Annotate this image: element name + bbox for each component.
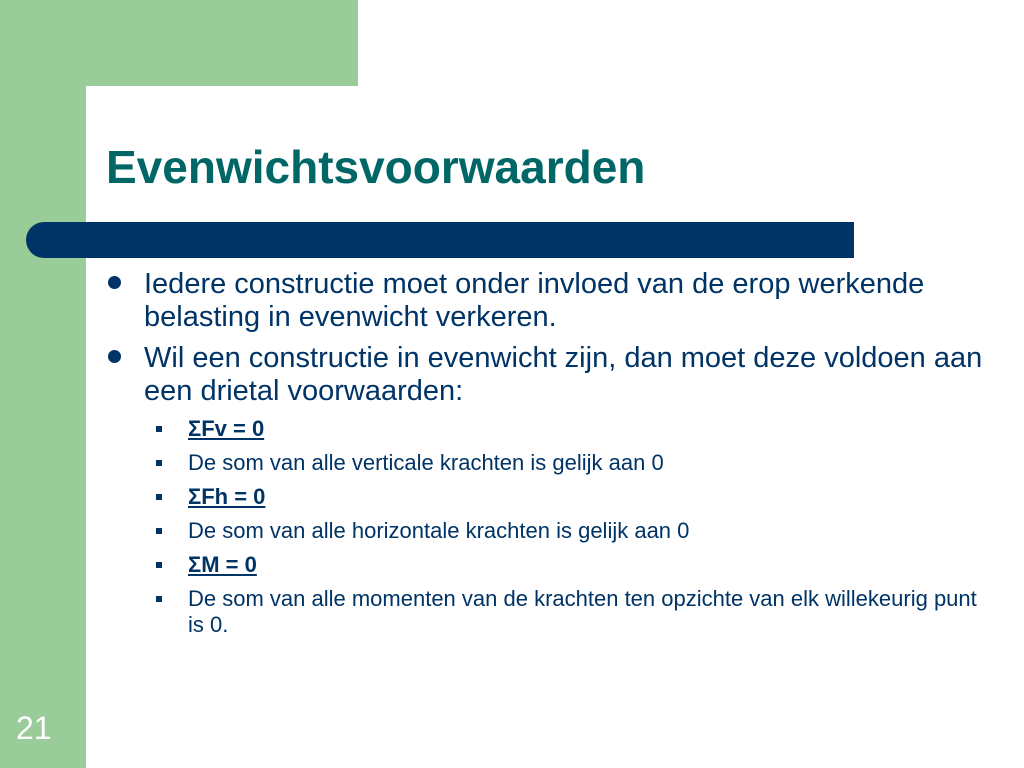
bullet-item	[106, 342, 986, 408]
square-bullet-icon	[156, 426, 162, 432]
sub-bullet-item	[106, 518, 986, 544]
square-bullet-icon	[156, 596, 162, 602]
top-accent-band	[0, 0, 358, 86]
formula-link-sum-m[interactable]: ΣM = 0	[188, 552, 257, 577]
slide-content	[106, 268, 986, 646]
sub-bullet-item	[106, 416, 986, 442]
sub-bullet-list	[106, 416, 986, 638]
sub-bullet-item	[106, 586, 986, 638]
formula-link-sum-fh[interactable]: ΣFh = 0	[188, 484, 266, 509]
bullet-text: Wil een constructie in evenwicht zijn, dan moet deze voldoen aan een drietal voorwaarden:	[144, 342, 983, 407]
sub-bullet-item	[106, 450, 986, 476]
bullet-item	[106, 268, 986, 334]
sub-bullet-item	[106, 484, 986, 510]
left-accent-band	[0, 0, 86, 768]
slide-number: 21	[16, 710, 52, 746]
square-bullet-icon	[156, 562, 162, 568]
bullet-text: Iedere constructie moet onder invloed van de erop werkende belasting in evenwicht verkeren.	[144, 268, 925, 333]
slide-title: Evenwichtsvoorwaarden	[106, 141, 646, 193]
title-underline-bar	[26, 222, 854, 258]
square-bullet-icon	[156, 460, 162, 466]
round-bullet-icon	[108, 350, 121, 363]
sub-bullet-text: De som van alle momenten van de krachten ten opzichte van elk willekeurig punt is 0.	[188, 586, 977, 637]
formula-link-sum-fv[interactable]: ΣFv = 0	[188, 416, 265, 441]
sub-bullet-item	[106, 552, 986, 578]
sub-bullet-text: De som van alle verticale krachten is gelijk aan 0	[188, 450, 664, 475]
round-bullet-icon	[108, 276, 121, 289]
sub-bullet-text: De som van alle horizontale krachten is gelijk aan 0	[188, 518, 690, 543]
square-bullet-icon	[156, 528, 162, 534]
square-bullet-icon	[156, 494, 162, 500]
